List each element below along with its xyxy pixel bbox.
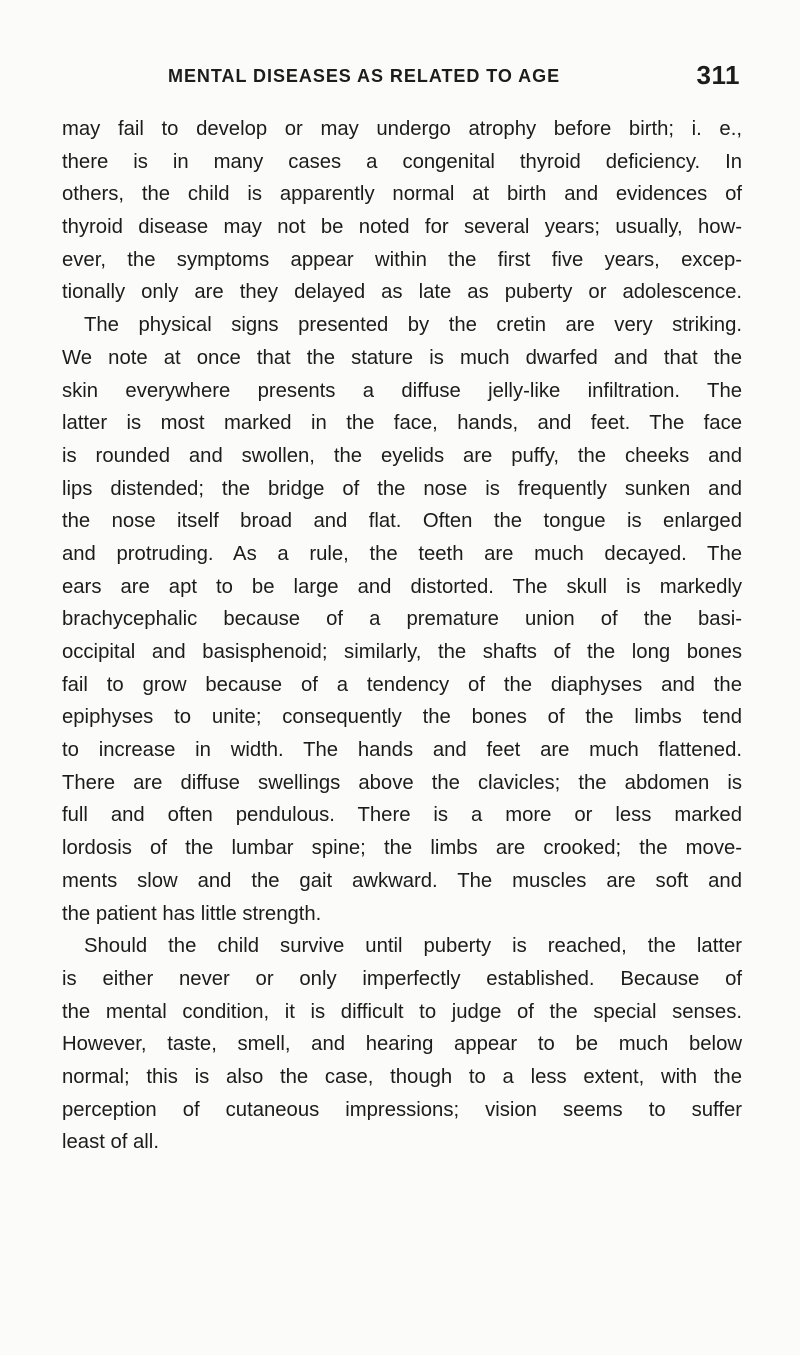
text-line: is either never or only imperfectly established. Because of	[62, 967, 742, 990]
text-line: is rounded and swollen, the eyelids are puffy, the cheeks and	[62, 444, 742, 467]
text-line: occipital and basisphenoid; similarly, the shafts of the long bones	[62, 641, 742, 663]
text-line: the nose itself broad and flat. Often the tongue is enlarged	[62, 510, 742, 533]
paragraph-start-line: The physical signs presented by the cretin are very striking.	[84, 314, 742, 337]
text-line: normal; this is also the case, though to a less extent, with the	[62, 1065, 742, 1088]
text-line: latter is most marked in the face, hands, and feet. The face	[62, 412, 742, 435]
text-line: There are diffuse swellings above the clavicles; the abdomen is	[62, 771, 742, 794]
text-line: ears are apt to be large and distorted. The skull is markedly	[62, 575, 742, 598]
text-line: tionally only are they delayed as late as puberty or adolescence.	[62, 281, 742, 304]
text-line: to increase in width. The hands and feet are much flattened.	[62, 739, 742, 762]
text-line: there is in many cases a congenital thyroid deficiency. In	[62, 150, 742, 173]
text-line: epiphyses to unite; consequently the bones of the limbs tend	[62, 706, 742, 729]
paragraph-end-line: the patient has little strength.	[62, 902, 322, 925]
text-line: brachycephalic because of a premature union of the basi-	[62, 608, 742, 631]
text-line: However, taste, smell, and hearing appear to be much below	[62, 1033, 742, 1056]
text-line: perception of cutaneous impressions; vision seems to suffer	[62, 1098, 742, 1121]
paragraph-start-line: Should the child survive until puberty is reached, the latter	[84, 935, 742, 958]
text-line: the mental condition, it is difficult to judge of the special senses.	[62, 1000, 742, 1023]
text-line: We note at once that the stature is much dwarfed and that the	[62, 346, 742, 369]
running-head-title: MENTAL DISEASES AS RELATED TO AGE	[168, 66, 561, 86]
body-text	[62, 113, 742, 1159]
text-line: and protruding. As a rule, the teeth are much decayed. The	[62, 542, 742, 565]
text-line: lordosis of the lumbar spine; the limbs are crooked; the move-	[62, 837, 742, 860]
text-line: fail to grow because of a tendency of the diaphyses and the	[62, 673, 742, 696]
page-number: 311	[696, 60, 740, 90]
text-line: others, the child is apparently normal at birth and evidences of	[62, 183, 742, 206]
text-line: thyroid disease may not be noted for several years; usually, how-	[62, 216, 742, 239]
text-line: lips distended; the bridge of the nose is frequently sunken and	[62, 477, 742, 500]
text-line: full and often pendulous. There is a more or less marked	[62, 804, 742, 827]
running-head	[168, 60, 740, 94]
paragraph-end-line: least of all.	[62, 1131, 159, 1154]
text-line: skin everywhere presents a diffuse jelly-like infiltration. The	[62, 379, 742, 402]
text-line: may fail to develop or may undergo atrophy before birth; i. e.,	[62, 118, 742, 140]
text-line: ever, the symptoms appear within the first five years, excep-	[62, 248, 742, 271]
text-line: ments slow and the gait awkward. The muscles are soft and	[62, 869, 742, 892]
